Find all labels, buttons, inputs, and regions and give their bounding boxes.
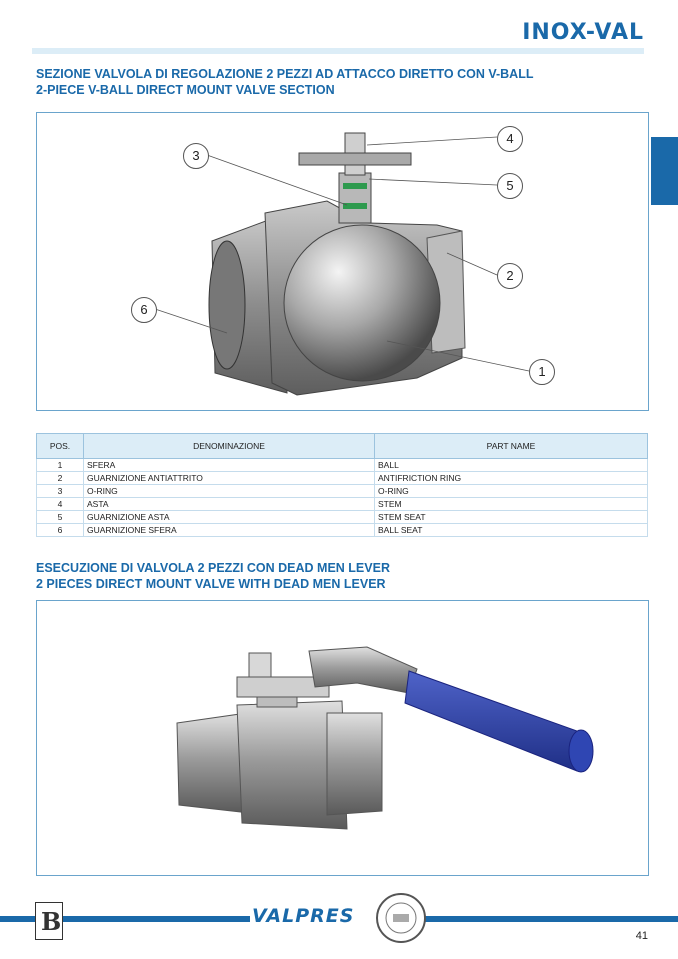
callout-4: 4 — [497, 126, 523, 152]
row-denominazione: ASTA — [84, 498, 375, 511]
row-part-name: O-RING — [375, 485, 648, 498]
row-part-name: STEM SEAT — [375, 511, 648, 524]
row-part-name: ANTIFRICTION RING — [375, 472, 648, 485]
valve-section-drawing — [37, 113, 648, 410]
table-row — [37, 498, 648, 511]
row-pos: 5 — [37, 511, 84, 524]
page-number: 41 — [635, 930, 648, 942]
row-denominazione: GUARNIZIONE SFERA — [84, 524, 375, 537]
row-denominazione: O-RING — [84, 485, 375, 498]
row-denominazione: GUARNIZIONE ANTIATTRITO — [84, 472, 375, 485]
callout-3: 3 — [183, 143, 209, 169]
row-pos: 2 — [37, 472, 84, 485]
valve-section-figure — [36, 112, 649, 411]
valve-lever-drawing — [37, 601, 648, 875]
header-denominazione: DENOMINAZIONE — [84, 434, 375, 459]
row-part-name: BALL — [375, 459, 648, 472]
header-pos: POS. — [37, 434, 84, 459]
row-pos: 4 — [37, 498, 84, 511]
row-denominazione: SFERA — [84, 459, 375, 472]
callout-6: 6 — [131, 297, 157, 323]
footer-line-right — [424, 916, 678, 922]
callout-1: 1 — [529, 359, 555, 385]
header-bar — [32, 48, 644, 54]
section2-title-en: 2 PIECES DIRECT MOUNT VALVE WITH DEAD MEN LEVER — [36, 577, 386, 591]
section1-title-en: 2-PIECE V-BALL DIRECT MOUNT VALVE SECTION — [36, 83, 335, 97]
callout-5: 5 — [497, 173, 523, 199]
certification-seal — [376, 893, 426, 943]
table-row — [37, 485, 648, 498]
table-row — [37, 524, 648, 537]
svg-text:B: B — [41, 907, 62, 936]
side-tab — [651, 137, 678, 205]
row-part-name: STEM — [375, 498, 648, 511]
table-row — [37, 472, 648, 485]
parts-table — [36, 433, 648, 537]
table-row — [37, 511, 648, 524]
section1-title-it: SEZIONE VALVOLA DI REGOLAZIONE 2 PEZZI AD ATTACCO DIRETTO CON V-BALL — [36, 67, 534, 81]
row-pos: 3 — [37, 485, 84, 498]
header-part-name: PART NAME — [375, 434, 648, 459]
row-pos: 6 — [37, 524, 84, 537]
table-header-row — [37, 434, 648, 459]
table-row — [37, 459, 648, 472]
row-part-name: BALL SEAT — [375, 524, 648, 537]
callout-2: 2 — [497, 263, 523, 289]
row-denominazione: GUARNIZIONE ASTA — [84, 511, 375, 524]
valpres-logo: VALPRES — [252, 905, 355, 927]
valve-lever-figure — [36, 600, 649, 876]
brand-title: INOX-VAL — [522, 20, 644, 45]
row-pos: 1 — [37, 459, 84, 472]
company-logo — [35, 902, 63, 940]
section2-title-it: ESECUZIONE DI VALVOLA 2 PEZZI CON DEAD MEN LEVER — [36, 561, 390, 575]
